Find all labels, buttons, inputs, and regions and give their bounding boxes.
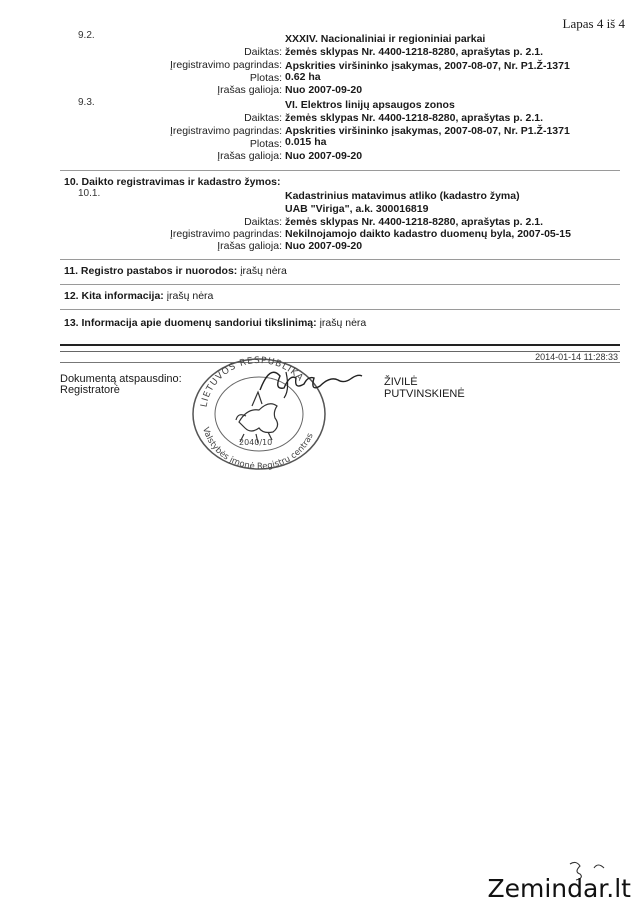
row-value: Nuo 2007-09-20 xyxy=(285,240,363,252)
section-divider xyxy=(60,309,620,310)
row-value: Apskrities viršininko įsakymas, 2007-08-07, Nr. P1.Ž-1371 xyxy=(285,125,570,137)
section-11 xyxy=(64,265,287,277)
entry-number: 10.1. xyxy=(78,188,101,199)
section-heading: 11. Registro pastabos ir nuorodos: xyxy=(64,265,238,277)
row-value: žemės sklypas Nr. 4400-1218-8280, aprašytas p. 2.1. xyxy=(285,46,544,58)
row-label: Daiktas: xyxy=(244,216,282,228)
section-value: įrašų nėra xyxy=(240,265,287,277)
entry-title: XXXIV. Nacionaliniai ir regioniniai parkai xyxy=(285,33,486,45)
page-number: Lapas 4 iš 4 xyxy=(562,16,625,31)
row-label: Įrašas galioja: xyxy=(217,240,282,252)
section-12 xyxy=(64,290,213,302)
row-label: Įregistravimo pagrindas: xyxy=(169,228,282,240)
entry-title-line2: UAB "Viriga", a.k. 300016819 xyxy=(285,203,429,215)
registrar-first-name: ŽIVILĖ xyxy=(384,376,418,388)
section-13 xyxy=(64,317,366,329)
footer-rule-thick xyxy=(60,344,620,346)
section-divider xyxy=(60,284,620,285)
row-value: Nuo 2007-09-20 xyxy=(285,150,363,162)
row-value: Nuo 2007-09-20 xyxy=(285,84,363,96)
section-heading: 13. Informacija apie duomenų sandoriui tikslinimą: xyxy=(64,317,317,329)
entry-number: 9.2. xyxy=(78,30,95,41)
section-divider xyxy=(60,170,620,171)
watermark-logo: Zemindar.lt xyxy=(487,874,631,903)
entry-title: Kadastrinius matavimus atliko (kadastro žyma) xyxy=(285,190,520,202)
printed-by-label: Dokumentą atspausdino: xyxy=(60,373,182,385)
row-label: Įregistravimo pagrindas: xyxy=(169,59,282,71)
section-heading: 10. Daikto registravimas ir kadastro žymos: xyxy=(64,176,281,188)
row-label: Daiktas: xyxy=(244,46,282,58)
section-value: įrašų nėra xyxy=(166,290,214,302)
entry-number: 9.3. xyxy=(78,97,95,108)
section-divider xyxy=(60,259,620,260)
print-timestamp: 2014-01-14 11:28:33 xyxy=(535,352,618,362)
stamp-bottom-text: Valstybės įmonė Registrų centras xyxy=(200,426,316,470)
section-heading: 12. Kita informacija: xyxy=(64,290,164,302)
row-value: Apskrities viršininko įsakymas, 2007-08-07, Nr. P1.Ž-1371 xyxy=(285,60,570,72)
row-label: Plotas: xyxy=(249,138,282,150)
row-value: 0.015 ha xyxy=(285,136,327,148)
row-label: Įrašas galioja: xyxy=(217,84,282,96)
row-value: Nekilnojamojo daikto kadastro duomenų byla, 2007-05-15 xyxy=(285,228,571,240)
entry-title: VI. Elektros linijų apsaugos zonos xyxy=(285,99,455,111)
stamp-top-text: LIETUVOS RESPUBLIKA xyxy=(199,355,306,409)
row-label: Įrašas galioja: xyxy=(217,150,282,162)
registrar-last-name: PUTVINSKIENĖ xyxy=(384,388,465,400)
signature-icon xyxy=(256,362,366,402)
row-value: žemės sklypas Nr. 4400-1218-8280, aprašytas p. 2.1. xyxy=(285,216,544,228)
row-label: Įregistravimo pagrindas: xyxy=(169,125,282,137)
row-value: 0.62 ha xyxy=(285,71,321,83)
row-label: Plotas: xyxy=(249,72,282,84)
row-value: žemės sklypas Nr. 4400-1218-8280, aprašytas p. 2.1. xyxy=(285,112,544,124)
row-label: Daiktas: xyxy=(244,112,282,124)
section-value: įrašų nėra xyxy=(319,317,367,329)
registrar-role: Registratorė xyxy=(60,384,120,396)
stamp-code: 2040/10 xyxy=(239,438,273,447)
svg-text:Valstybės įmonė Registrų centr xyxy=(200,426,316,470)
